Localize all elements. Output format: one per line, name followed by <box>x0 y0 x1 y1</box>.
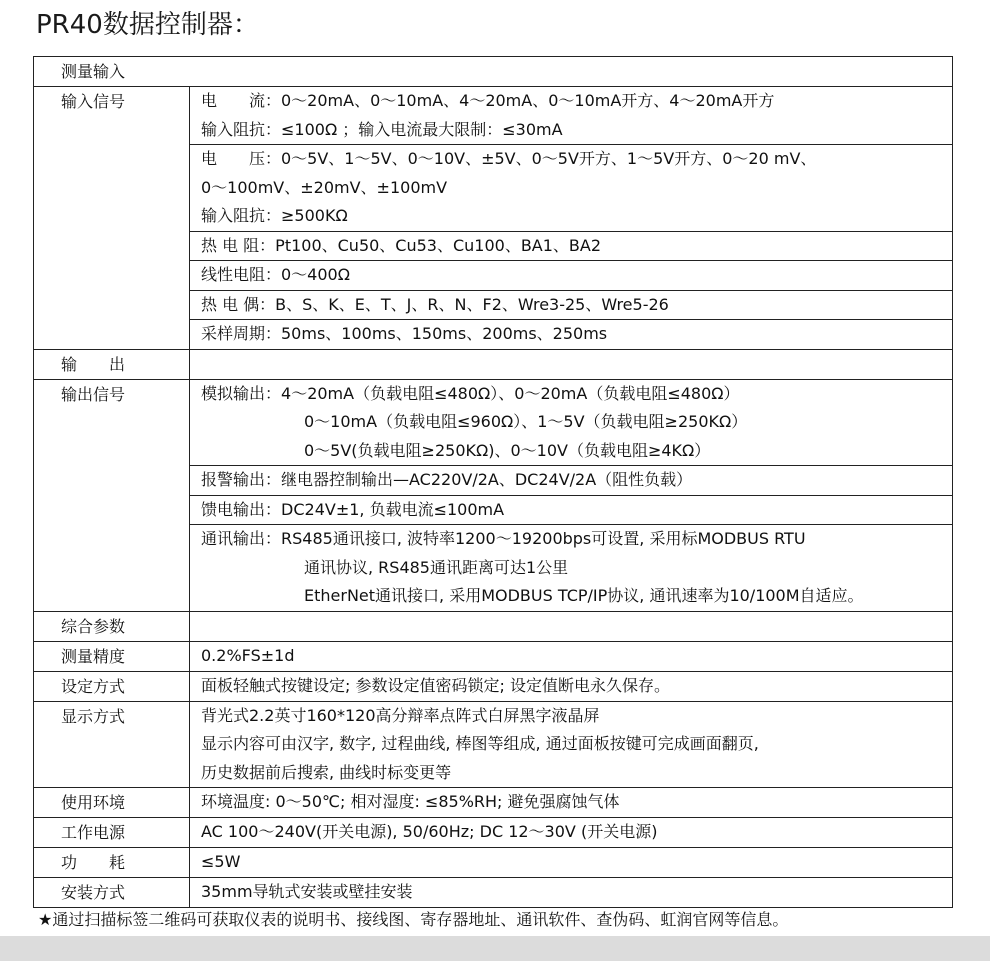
environment-cell <box>190 788 953 818</box>
input-sampling-cell <box>190 320 953 350</box>
cell-line: 输入阻抗：≤100Ω ；输入电流最大限制：≤30mA <box>201 119 563 139</box>
cell-line: 35mm导轨式安装或壁挂安装 <box>201 882 413 901</box>
section-header: 测量输入 <box>34 57 953 87</box>
cell-line: 0.2%FS±1d <box>201 645 295 665</box>
cell-line: 历史数据前后搜索, 曲线时标变更等 <box>201 762 452 782</box>
input-thermocouple-cell <box>190 290 953 320</box>
table-row <box>34 87 953 145</box>
input-current-cell <box>190 87 953 145</box>
accuracy-cell <box>190 641 953 671</box>
power-consumption-cell <box>190 848 953 878</box>
cell-line: 面板轻触式按键设定; 参数设定值密码锁定; 设定值断电永久保存。 <box>201 675 670 695</box>
cell-prefix: 馈电输出： <box>201 499 282 519</box>
empty-cell <box>190 349 953 379</box>
section-measure-input <box>34 57 953 87</box>
cell-line: 线性电阻：0～400Ω <box>201 265 350 284</box>
row-label: 设定方式 <box>34 671 190 701</box>
row-label: 工作电源 <box>34 818 190 848</box>
display-cell <box>190 701 953 788</box>
cell-line: DC24V±1, 负载电流≤100mA <box>281 499 505 519</box>
section-header: 综合参数 <box>34 611 190 641</box>
footer-note: ★通过扫描标签二维码可获取仪表的说明书、接线图、寄存器地址、通讯软件、查伪码、虹润官网等信息。 <box>38 910 789 929</box>
cell-line: ≤5W <box>201 852 241 871</box>
cell-line: 输入阻抗：≥500KΩ <box>201 206 348 225</box>
section-header: 输 出 <box>34 349 190 379</box>
cell-line: 环境温度: 0～50℃; 相对湿度: ≤85%RH; 避免强腐蚀气体 <box>201 792 620 811</box>
cell-line: 热 电 偶：B、S、K、E、T、J、R、N、F2、Wre3-25、Wre5-26 <box>201 294 669 314</box>
power-supply-cell <box>190 818 953 848</box>
empty-cell <box>190 611 953 641</box>
row-label: 功 耗 <box>34 848 190 878</box>
cell-line: 显示内容可由汉字, 数字, 过程曲线, 棒图等组成, 通过面板按键可完成画面翻页, <box>201 734 759 753</box>
cell-line: 继电器控制输出—AC220V/2A、DC24V/2A（阻性负载） <box>281 470 693 489</box>
cell-line: EtherNet通讯接口, 采用MODBUS TCP/IP协议, 通讯速率为10/100M自适应。 <box>304 586 864 605</box>
cell-line: 0～100mV、±20mV、±100mV <box>201 177 448 197</box>
cell-line: 4～20mA（负载电阻≤480Ω）、0～20mA（负载电阻≤480Ω） <box>281 383 740 403</box>
input-linear-resistance-cell <box>190 261 953 291</box>
table-row <box>34 848 953 878</box>
cell-line: 0～10mA（负载电阻≤960Ω）、1～5V（负载电阻≥250KΩ） <box>304 412 748 431</box>
table-row <box>34 701 953 788</box>
input-voltage-cell <box>190 145 953 232</box>
comm-output-cell <box>190 525 953 612</box>
cell-line: 背光式2.2英寸160*120高分辩率点阵式白屏黑字液晶屏 <box>201 705 600 725</box>
table-row <box>34 878 953 908</box>
row-label: 测量精度 <box>34 641 190 671</box>
installation-cell <box>190 878 953 908</box>
cell-prefix: 报警输出： <box>201 470 282 489</box>
row-label: 输入信号 <box>34 87 190 350</box>
alarm-output-cell <box>190 466 953 496</box>
analog-output-cell <box>190 379 953 466</box>
cell-line: RS485通讯接口, 波特率1200～19200bps可设置, 采用标MODBUS RTU <box>281 529 806 548</box>
table-row <box>34 788 953 818</box>
row-label: 输出信号 <box>34 379 190 611</box>
cell-line: 热 电 阻：Pt100、Cu50、Cu53、Cu100、BA1、BA2 <box>201 235 602 255</box>
cell-line: 采样周期：50ms、100ms、150ms、200ms、250ms <box>201 324 608 343</box>
cell-prefix: 模拟输出： <box>201 383 282 403</box>
feed-output-cell <box>190 495 953 525</box>
section-output <box>34 349 953 379</box>
row-label: 使用环境 <box>34 788 190 818</box>
table-row <box>34 818 953 848</box>
input-rtd-cell <box>190 231 953 261</box>
cell-line: 0～5V(负载电阻≥250KΩ)、0～10V（负载电阻≥4KΩ） <box>304 440 711 460</box>
footer-band <box>0 936 990 961</box>
table-row <box>34 671 953 701</box>
cell-line: 电 流：0～20mA、0～10mA、4～20mA、0～10mA开方、4～20mA开方 <box>201 91 775 110</box>
table-row <box>34 641 953 671</box>
cell-line: 电 压：0～5V、1～5V、0～10V、±5V、0～5V开方、1～5V开方、0～20 mV、 <box>201 149 817 168</box>
row-label: 安装方式 <box>34 878 190 908</box>
table-row <box>34 379 953 466</box>
cell-prefix: 通讯输出： <box>201 529 282 548</box>
section-general <box>34 611 953 641</box>
page-title: PR40数据控制器： <box>36 10 259 40</box>
spec-table <box>33 56 953 908</box>
cell-line: 通讯协议, RS485通讯距离可达1公里 <box>304 557 569 577</box>
cell-line: AC 100～240V(开关电源), 50/60Hz; DC 12～30V (开关电源) <box>201 822 658 841</box>
setting-cell <box>190 671 953 701</box>
row-label: 显示方式 <box>34 701 190 788</box>
